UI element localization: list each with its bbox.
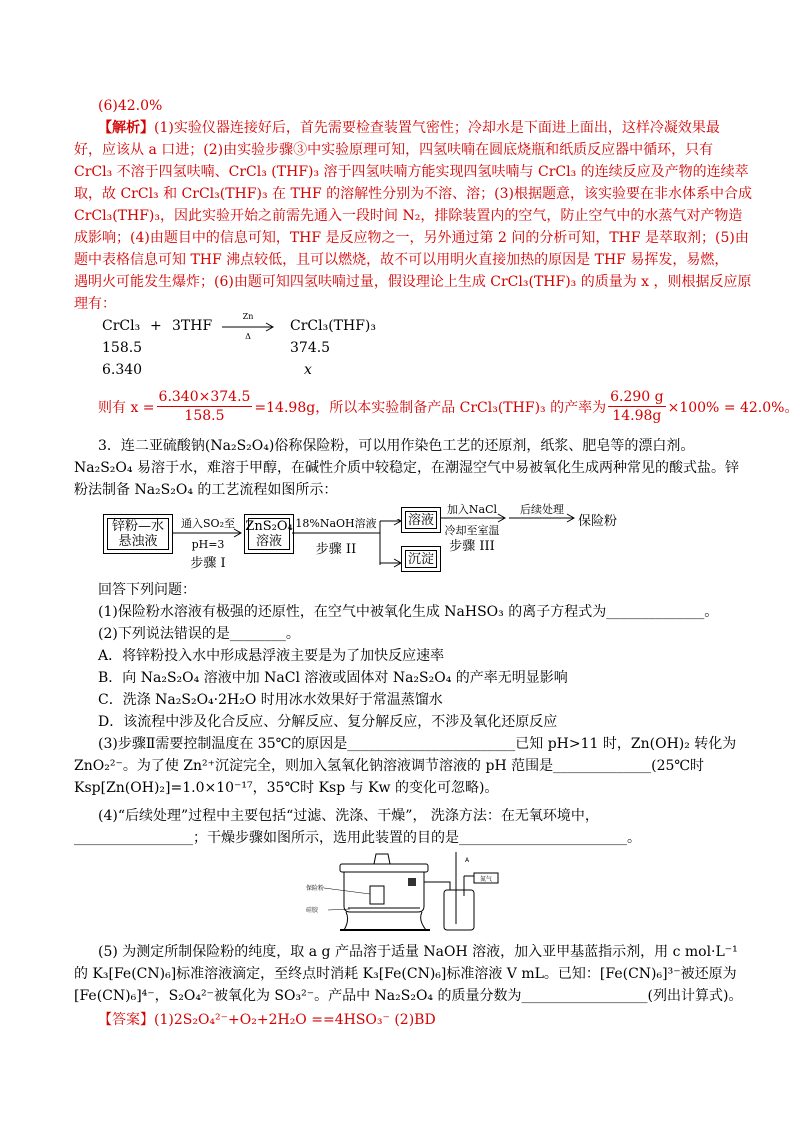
label-nitrogen: 氮气	[479, 876, 493, 883]
plus-sign: +	[150, 318, 162, 334]
analysis-line-1	[98, 118, 720, 138]
label-silica-gel: 硅胶	[306, 907, 319, 914]
sub-question-5-line-3: [Fe(CN)₆]⁴⁻，S₂O₄²⁻被氧化为 SO₃²⁻。产品中 Na₂S₂O₄ 的质量分数为__________________(列出计算式)。	[74, 988, 743, 1004]
label-a: A	[465, 857, 470, 864]
flow-box-zns2o4: ZnS₂O₄ 溶液	[244, 514, 294, 554]
sub-question-1: (1)保险粉水溶液有极强的还原性，在空气中被氧化生成 NaHSO₃ 的离子方程式为______________。	[98, 604, 719, 620]
sub-question-4-line-1: (4)“后续处理”过程中主要包括“过滤、洗涤、干燥”， 洗涤方法：在无氧环境中，	[98, 808, 599, 824]
option-a: A．将锌粉投入水中形成悬浮液主要是为了加快反应速率	[98, 648, 445, 664]
flow-arrow1-top: 通入SO₂至	[181, 517, 235, 530]
calc-den-2: 14.98g	[612, 408, 662, 424]
flow-box-zinc-suspension: 锌粉—水 悬浊液	[103, 514, 173, 554]
analysis-line-8: 遇明火可能发生爆炸；(6)由题可知四氢呋喃过量，假设理论上生成 CrCl₃(THF)₃ 的质量为 x ，则根据反应原	[74, 274, 752, 290]
analysis-text: (1)实验仪器连接好后，首先需要检查装置气密性；冷却水是下面进上面出，这样冷凝效果最	[154, 120, 720, 136]
sub-question-3-line-3: Ksp[Zn(OH)₂]=1.0×10⁻¹⁷，35℃时 Ksp 与 Kw 的变化可忽略)。	[74, 780, 499, 796]
flow-arrow1-bottom: pH=3	[191, 538, 225, 551]
calc-result-1: =14.98g，所以本实验制备产品 CrCl₃(THF)₃ 的产率为	[254, 399, 607, 416]
sub-question-3-line-2: ZnO₂²⁻。为了使 Zn²⁺沉淀完全，则加入氢氧化钠溶液调节溶液的 pH 范围是______________(25℃时	[74, 758, 705, 774]
molar-mass-1: 158.5	[102, 340, 143, 356]
sub-question-3-line-1: (3)步骤Ⅱ需要控制温度在 35℃的原因是________________________已知 pH>11 时，Zn(OH)₂ 转化为	[98, 736, 737, 752]
analysis-line-2: 好，应该从 a 口进；(2)由实验步骤③中实验原理可知，四氢呋喃在圆底烧瓶和纸质反应器中循环，只有	[74, 142, 714, 158]
calc-line	[98, 388, 798, 425]
flow-arrow3-bottom: 冷却至室温	[444, 524, 500, 537]
analysis-tag: 【解析】	[98, 120, 154, 136]
flow-box-precipitate: 沉淀	[401, 546, 441, 572]
reaction-arrow	[222, 322, 276, 332]
flow-product: 保险粉	[578, 514, 618, 529]
reactant-2: 3THF	[172, 318, 213, 334]
analysis-line-9: 理有：	[74, 296, 116, 312]
analysis-line-4: 取，故 CrCl₃ 和 CrCl₃(THF)₃ 在 THF 的溶解性分别为不溶、溶；(3)根据题意，该实验要在非水体系中合成	[74, 186, 752, 202]
calc-num-1: 6.340×374.5	[158, 389, 251, 405]
q3-intro-1: 3．连二亚硫酸钠(Na₂S₂O₄)俗称保险粉，可以用作染色工艺的还原剂，纸浆、肥皂等的漂白剂。	[98, 438, 695, 454]
q3-intro-3: 粉法制备 Na₂S₂O₄ 的工艺流程如图所示：	[74, 482, 338, 498]
sub-question-5-line-2: 的 K₃[Fe(CN)₆]标准溶液滴定，至终点时消耗 K₃[Fe(CN)₆]标准溶液 V mL。已知：[Fe(CN)₆]³⁻被还原为	[74, 966, 737, 982]
flow-step1: 步骤 I	[190, 556, 226, 571]
calc-den-1: 158.5	[184, 408, 225, 424]
molar-mass-2: 374.5	[290, 340, 331, 356]
label-product: 保险粉	[306, 885, 325, 892]
given-mass: 6.340	[102, 362, 143, 378]
calc-result-2: ×100% = 42.0%。	[667, 399, 799, 416]
reactant-1: CrCl₃	[102, 318, 141, 334]
analysis-line-6: 成影响；(4)由题目中的信息可知，THF 是反应物之一，另外通过第 2 问的分析可知，THF 是萃取剂；(5)由	[74, 230, 749, 246]
analysis-line-5: CrCl₃(THF)₃，因此实验开始之前需先通入一段时间 N₂，排除装置内的空气，防止空气中的水蒸气对产物造	[74, 208, 743, 224]
option-b: B．向 Na₂S₂O₄ 溶液中加 NaCl 溶液或固体对 Na₂S₂O₄ 的产率无明显影响	[98, 670, 568, 686]
flow-arrow4-top: 后续处理	[520, 503, 564, 516]
condition-label: Δ	[245, 332, 251, 341]
calc-num-2: 6.290 g	[610, 389, 664, 405]
analysis-line-7: 题中表格信息可知 THF 沸点较低，且可以燃烧，故不可以用明火直接加热的原因是 THF 易挥发，易燃，	[74, 252, 729, 268]
q3-intro-2: Na₂S₂O₄ 易溶于水，难溶于甲醇，在碱性介质中较稳定，在潮湿空气中易被氧化生成两种常见的酸式盐。锌	[74, 460, 739, 476]
sub-question-4-line-2: _________________；干燥步骤如图所示，选用此装置的目的是________________________。	[74, 830, 641, 846]
flow-arrow-4	[509, 513, 579, 523]
answer-prompt: 回答下列问题：	[98, 582, 196, 598]
flow-arrow3-top: 加入NaCl	[446, 503, 498, 516]
flow-step3: 步骤 III	[449, 539, 495, 554]
flow-step2: 步骤 II	[315, 542, 357, 557]
sub-question-2: (2)下列说法错误的是________。	[98, 626, 300, 642]
option-c: C．洗涤 Na₂S₂O₄·2H₂O 时用冰水效果好于常温蒸馏水	[98, 692, 443, 708]
answer-6: (6)42.0%	[98, 98, 163, 114]
sub-question-5-line-1: (5) 为测定所制保险粉的纯度，取 a g 产品溶于适量 NaOH 溶液，加入亚甲基蓝指示剂，用 c mol·L⁻¹	[98, 944, 738, 960]
product-formula: CrCl₃(THF)₃	[290, 318, 377, 334]
flow-arrow2-top: 18%NaOH溶液	[295, 517, 377, 530]
drying-apparatus-diagram	[300, 846, 520, 936]
flow-arrow-1	[172, 528, 244, 538]
unknown-mass: x	[304, 362, 312, 378]
answer-line: 【答案】(1)2S₂O₄²⁻+O₂+2H₂O ==4HSO₃⁻ (2)BD	[98, 1012, 436, 1028]
option-d: D．该流程中涉及化合反应、分解反应、复分解反应，不涉及氧化还原反应	[98, 714, 558, 730]
calc-prefix: 则有 x =	[98, 399, 155, 416]
analysis-line-3: CrCl₃ 不溶于四氢呋喃、CrCl₃ (THF)₃ 溶于四氢呋喃方能实现四氢呋喃与 CrCl₃ 的连续反应及产物的连续萃	[74, 164, 749, 180]
flow-box-solution: 溶液	[401, 507, 441, 533]
catalyst-label: Zn	[242, 312, 254, 321]
